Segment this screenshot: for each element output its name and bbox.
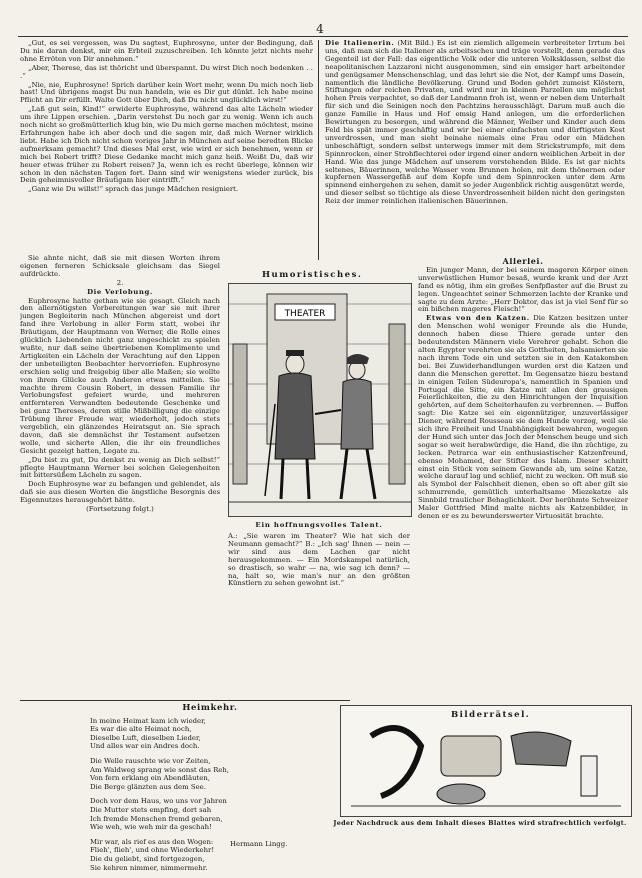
poem-stanza (90, 797, 330, 831)
poem-line: Und alles war ein Andres doch. (90, 742, 200, 751)
story-paragraph: „Aber, Therese, das ist thöricht und überspannt. Du wirst Dich noch bedenken . . .“ (20, 63, 313, 80)
poem-stanzas (90, 717, 330, 873)
puzzle-figure-shape (581, 756, 597, 796)
puzzle-bear-shape (511, 732, 571, 766)
poem-heimkehr (90, 704, 330, 878)
poem-line: Die Berge glänzten aus dem See. (90, 782, 206, 791)
story-paragraph: „Gut, es sei vergessen, was Du sagtest, Euphrosyne, unter der Bedingung, daß Du nie daran denkst, mir ein Erbteil zuzuschreiben. Ich könnte jetzt nichts mehr ohne Erröten von Dir annehmen.“ (20, 40, 313, 63)
poem-line: Die Mutter stets empfing, dort sah (90, 805, 212, 814)
story-paragraph: „Ganz wie Du willst!“ sprach das junge Mädchen resigniert. (28, 185, 239, 194)
poem-line: Es war die alte Heimat noch, (90, 725, 192, 734)
section-title: Die Verlobung. (87, 287, 153, 296)
poem-line: Wie weh, wie weh mir da geschah! (90, 823, 212, 832)
story-paragraph: „Nie, nie, Euphrosyne! Sprich darüber kein Wort mehr, wenn Du mich noch lieb hast! Und übrigens magst Du nun handeln, wie es Dir gut dünkt. Ich habe meine Pflicht an Dir erfüllt. Walte Gott über Dich, daß Du nicht unglücklich wirst!“ (20, 80, 313, 105)
story-column-bottom (20, 255, 220, 695)
poem-line: Mir war, als rief es aus den Wogen: (90, 837, 214, 846)
poem-line: Ich fremde Menschen fremd gebaren, (90, 814, 223, 823)
puzzle-illustration (341, 706, 631, 816)
allerlei-title: Allerlei. (502, 258, 544, 266)
poem-line: Die Welle rauschte wie vor Zeiten, (90, 756, 211, 765)
poem-title: Heimkehr. (182, 703, 238, 713)
story-paragraph: „Du bist zu gut, Du denkst zu wenig an Dich selbst!“ pflegte Hauptmann Werner bei solchen Gelegenheiten mit bittersüßem Lächeln zu sagen. (20, 455, 220, 480)
puzzle-animal-shape (437, 784, 485, 804)
poem-line: Am Waldweg sprang wie sonst das Reh, (90, 765, 229, 774)
poem-line: Doch vor dem Haus, wo uns vor Jahren (90, 797, 227, 806)
italienerin-text: Es ist ein ziemlich allgemein verbreiteter Irrtum bei uns, daß man sich die Italiener als arbeitsscheu und träge vorstellt, denn gerade das Gegenteil ist der Fall: das eigentliche Volk oder die unteren Volksklassen, selbst die neapolitanischen Lazzaroni nicht ausgenommen, sind ein emsiger hart arbeitender und genügsamer Menschenschlag, und das lehrt sie die Not, der Kampf ums Dasein, namentlich die ländliche Bevölkerung. Grund und Boden gehört zumeist Klöstern, Stiftungen oder reichen Privaten, und wird nur in kleinen Parzellen um möglichst hohen Preis verpachtet, so daß der Landmann froh ist, wenn er neben dem Unterhalt für sich und die Seinigen noch den Pachtzins herausschlägt. Darum muß auch die ganze Familie in Haus und Hof emsig Hand anlegen, um die erforderlichen Bewirtungen zu besorgen, und während die Männer, Weiber und Kinder auch dem Feld bis spät immer geschäftig und wir bei einer einfachsten und dürftigsten Kost unverdrossen, und man sieht beinahe niemals eine Frau oder ein Mädchen unbeschäftigt, sondern selbst unterwegs immer mit dem Strickstrumpfe, mit dem Spinnrocken, einer Strohflechterei oder irgend einer andern weiblichen Arbeit in der Hand. Wie das junge Mädchen auf unserem vorstehenden Bilde. Es ist gar nichts seltenes, Bäuerinnen, welche Wasser vom Brunnen holen, mit dem thönernen oder kupfernen Wassergefäß auf dem Kopfe und dem Spinnrocken unter dem Arm spinnend einhergehen zu sehen, damit so jeder Augenblick richtig ausgenützt werde, und dieser selbst so tüchtige als diese Unverdrossenheit bilden nicht den geringsten Reiz der immer reinlichen italienischen Bäuerinnen. (325, 40, 625, 206)
section-number: 2. (116, 278, 124, 287)
page-number: 4 (316, 22, 324, 36)
poem-line: Dieselbe Luft, dieselben Lieder, (90, 733, 201, 742)
allerlei-paragraph: Ein junger Mann, der bei seinem mageren Körper einen unverwüstlichen Humor besaß, wurde krank und der Arzt fand es nötig, ihm ein großes Senfpflaster auf die Brust zu legen. Ungeachtet seiner Schmerzen lachte der Kranke und sagte zu dem Arzte: „Herr Doktor, das ist ja viel Senf für so ein bißchen mageres Fleisch!“ (418, 265, 628, 314)
continued-note: (Fortsetzung folgt.) (86, 505, 154, 514)
humor-title: Humoristisches. (262, 270, 363, 280)
poem-author: Hermann Lingg. (230, 840, 288, 848)
column-divider (318, 40, 319, 260)
allerlei-article (418, 258, 628, 698)
allerlei-paragraph: Die Katzen besitzen unter den Menschen wohl weniger Freunde als die Hunde, dennoch haben diese Thiere gerade unter den bedeutendsten Männern viele Verehrer gehabt. Schon die alten Egypter verehrten sie als Gottheiten, balsamierten sie nach ihrem Tode ein und setzten sie in den Katakomben bei. Bei Zuwiderhandlungen wurden erst die Katzen und dann die Menschen gerettet. Im Gegensatze hiezu bestand in einigen Teilen Südeuropa's, namentlich in Spanien und Portugal die Sitte, ein Katze mit allen den grausigen Feierlichkeiten, die zu den Hinrichtungen der Inquisition gehörten, auf dem Scheiterhaufen zu verbrennen. — Buffon sagt: Die Katze sei ein eigennütziger, unzuverlässiger Diener, während Rousseau sie dem Hunde vorzog, weil sie sich ihre Freiheit und Unabhängigkeit bewahren, wogegen der Hund sich unter das Joch der Menschen beuge und sich sogar so weit herabwürdige, die Hand, die ihn züchtige, zu lecken. Petrarca war ein enthusiastischer Katzenfreund, ebenso Mohamed, der Stifter des Islam. Dieser schnitt einst ein Stück von seinem Gewande ab, um seine Katze, welche darauf lag und schlief, nicht zu wecken. Oft muß sie als Symbol der Falschheit dienen, eben so oft aber gilt sie schmurrende, gemütlich unterhaltsame Miezekatze als Sinnbild traulicher Behaglichkeit. Der berühmte Schweizer Maler Gottfried Mind malte nichts als Katzenbilder, in denen er es zu bewunderswerter Virtuosität brachte. (418, 314, 628, 520)
italienerin-article (325, 40, 625, 258)
theater-scene-illustration (229, 284, 411, 516)
poem-stanza (90, 717, 330, 751)
story-paragraph: „Laß gut sein, Kind!“ erwiderte Euphrosyne, während das alte Lächeln wieder um ihre Lippen erschien. „Darin verstehst Du noch gar zu wenig. Wenn ich auch noch nicht so großmütterlich klug bin, wie Du mich gerne machen möchtest, meine Erfahrungen habe ich aber doch und die sagen mir, daß mich Werner wirklich liebt. Habe ich Dich nicht schon voriges Jahr in München auf seine beredten Blicke aufmerksam gemacht? Und dieses Mal erst, wie wird er sich benehmen, wenn er mich bei Robert trifft? Diese Gedanke macht mich ganz heiß. Weißt Du, daß wir heuer etwas früher zu Robert reisen? Ja, wenn ich es recht überlege, können wir schon in den nächsten Tagen fort. Dann sind wir wenigstens wieder zurück, bis Dein geheimnisvoller Bräutigam hier eintrifft.“ (20, 105, 313, 185)
reprint-notice: Jeder Nachdruck aus dem Inhalt dieses Blattes wird strafrechtlich verfolgt. (333, 819, 627, 827)
allerlei-subtitle: Etwas von den Katzen. (426, 314, 530, 323)
humor-illustration (228, 283, 412, 517)
poem-line: Von fern erklang ein Abendläuten, (90, 774, 211, 783)
poem-line: In meine Heimat kam ich wieder, (90, 716, 206, 725)
puzzle-title: Bilderrätsel. (451, 710, 531, 720)
header-rule (18, 36, 628, 37)
humor-caption-text: A.: „Sie waren im Theater? Wie hat sich der Neumann gemacht?“ B.: „Ich sag' Ihnen — nein — wir sind aus dem Lachen gar nicht herausgekommen. — Ein Mordskampel natürlich, so drastisch, so wahr — na, wie sag ich denn? — na, halt so, wie man's nur an den größten Künstlern zu sehen gewohnt ist.“ (228, 533, 410, 588)
picture-puzzle (340, 705, 632, 817)
section-rule (20, 700, 350, 701)
story-paragraph: Sie ahnte nicht, daß sie mit diesen Worten ihrem eigenen ferneren Schicksale gleichsam das Siegel aufdrückte. (20, 255, 220, 278)
italienerin-title: Die Italienerin. (325, 40, 395, 47)
poem-line: Die du geliebt, sind fortgezogen, (90, 854, 205, 863)
humor-caption-title: Ein hoffnungsvolles Talent. (255, 521, 383, 529)
story-paragraph: Doch Euphrosyne war zu befangen und geblendet, als daß sie aus diesen Worten die ängstliche Besorgnis des Eigennutzes herausgehört hätte. (20, 480, 220, 505)
poem-stanza (90, 757, 330, 791)
poem-line: Sie kehren nimmer, nimmermehr. (90, 863, 208, 872)
theater-sign-text: THEATER (284, 309, 326, 319)
italienerin-note: (Mit Bild.) (397, 40, 434, 47)
poem-line: Flieh', flieh', und ohne Wiederkehr! (90, 846, 215, 855)
story-column-top (20, 40, 313, 255)
story-paragraph: Euphrosyne hatte gethan wie sie gesagt. Gleich nach den allernötigsten Vorbereitungen war sie mit ihrer jungen Begleiterin nach München abgereist und dort fand ihre Verlobung in aller Form statt, wobei ihr Bräutigam, der Hauptmann von Werner, die Rolle eines glücklich Liebenden nicht ganz ungeschickt zu spielen wußte, nur daß seine übertriebenen Komplimente und Artigkeiten ein Lächeln der Verachtung auf den Lippen der unbeteiligten Beobachter hervorriefen. Euphrosyne erschien selig und freigebig über alle Maßen; sie wollte von ihrem Glücke auch Anderen etwas mitteilen. Sie machte ihrem Cousin Robert, in dessen Familie ihr Verlobungsfest gefeiert wurde, und mehreren entfernteren Verwandten bedeutende Geschenke und bei ganz Thereses, deren stille Mißbilligung die einzige Trübung ihrer Freude war, wiederholt, jedoch stets vergeblich, ein glänzendes Heiratsgut an. Sie sprach davon, daß sie demnächst ihr Testament aufsetzen wolle, und sicherte Allen, die ihr ein freundliches Gesicht gezeigt hatten, Legate zu. (20, 296, 220, 455)
puzzle-letter-shape (371, 728, 421, 796)
